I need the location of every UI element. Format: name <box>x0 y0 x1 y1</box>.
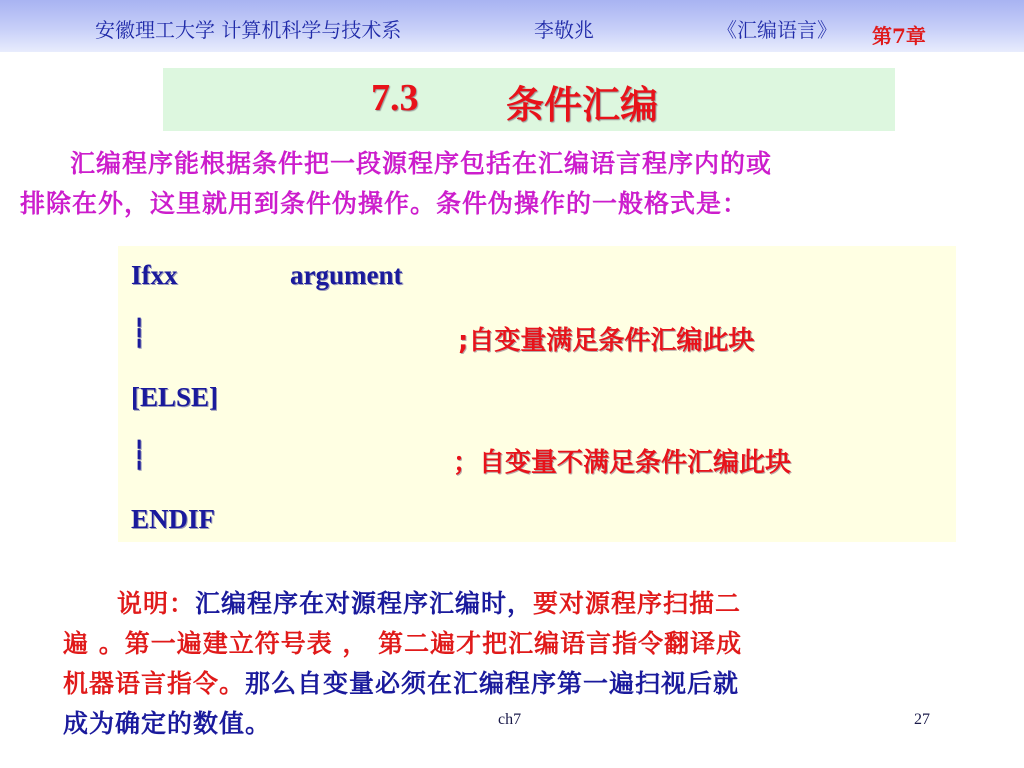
course-label: 《汇编语言》 <box>717 18 837 42</box>
header-bar <box>0 0 1024 52</box>
code-else: [ELSE] <box>131 382 219 412</box>
section-title: 条件汇编 <box>506 83 659 127</box>
slide-title-box <box>163 68 895 131</box>
code-comment-true: ;自变量满足条件汇编此块 <box>458 326 755 356</box>
author-label: 李敬兆 <box>534 18 594 42</box>
note-part-1: 汇编程序在对源程序汇编时， <box>195 589 534 618</box>
page-number: 27 <box>914 711 930 728</box>
chapter-label: 第7章 <box>872 24 926 48</box>
note-line-3-blue: 那么自变量必须在汇编程序第一遍扫视后就 <box>245 669 740 698</box>
school-label: 安徽理工大学 计算机科学与技术系 <box>95 18 402 42</box>
intro-paragraph <box>20 144 1010 224</box>
syntax-box <box>118 246 956 542</box>
code-comment-false: ；自变量不满足条件汇编此块 <box>453 448 792 478</box>
note-line-4: 成为确定的数值。 <box>63 709 272 738</box>
code-argument: argument <box>290 260 403 290</box>
note-line-1 <box>63 584 963 624</box>
note-part-2: 要对源程序扫描二 <box>533 589 742 618</box>
code-endif: ENDIF <box>131 504 216 534</box>
intro-line-2: 排除在外，这里就用到条件伪操作。条件伪操作的一般格式是： <box>20 189 749 218</box>
code-keyword-ifxx: Ifxx <box>131 260 178 290</box>
code-ellipsis-2: ┆ <box>131 440 148 470</box>
note-line-2: 遍 。第一遍建立符号表 ， 第二遍才把汇编语言指令翻译成 <box>63 629 743 658</box>
note-line-3-red: 机器语言指令。 <box>63 669 246 698</box>
footer-chapter: ch7 <box>498 711 522 728</box>
note-label: 说明： <box>117 589 196 618</box>
code-ellipsis-1: ┆ <box>131 318 148 348</box>
note-line-3 <box>63 664 963 704</box>
intro-line-1: 汇编程序能根据条件把一段源程序包括在汇编语言程序内的或 <box>70 149 773 178</box>
section-number: 7.3 <box>371 77 419 119</box>
